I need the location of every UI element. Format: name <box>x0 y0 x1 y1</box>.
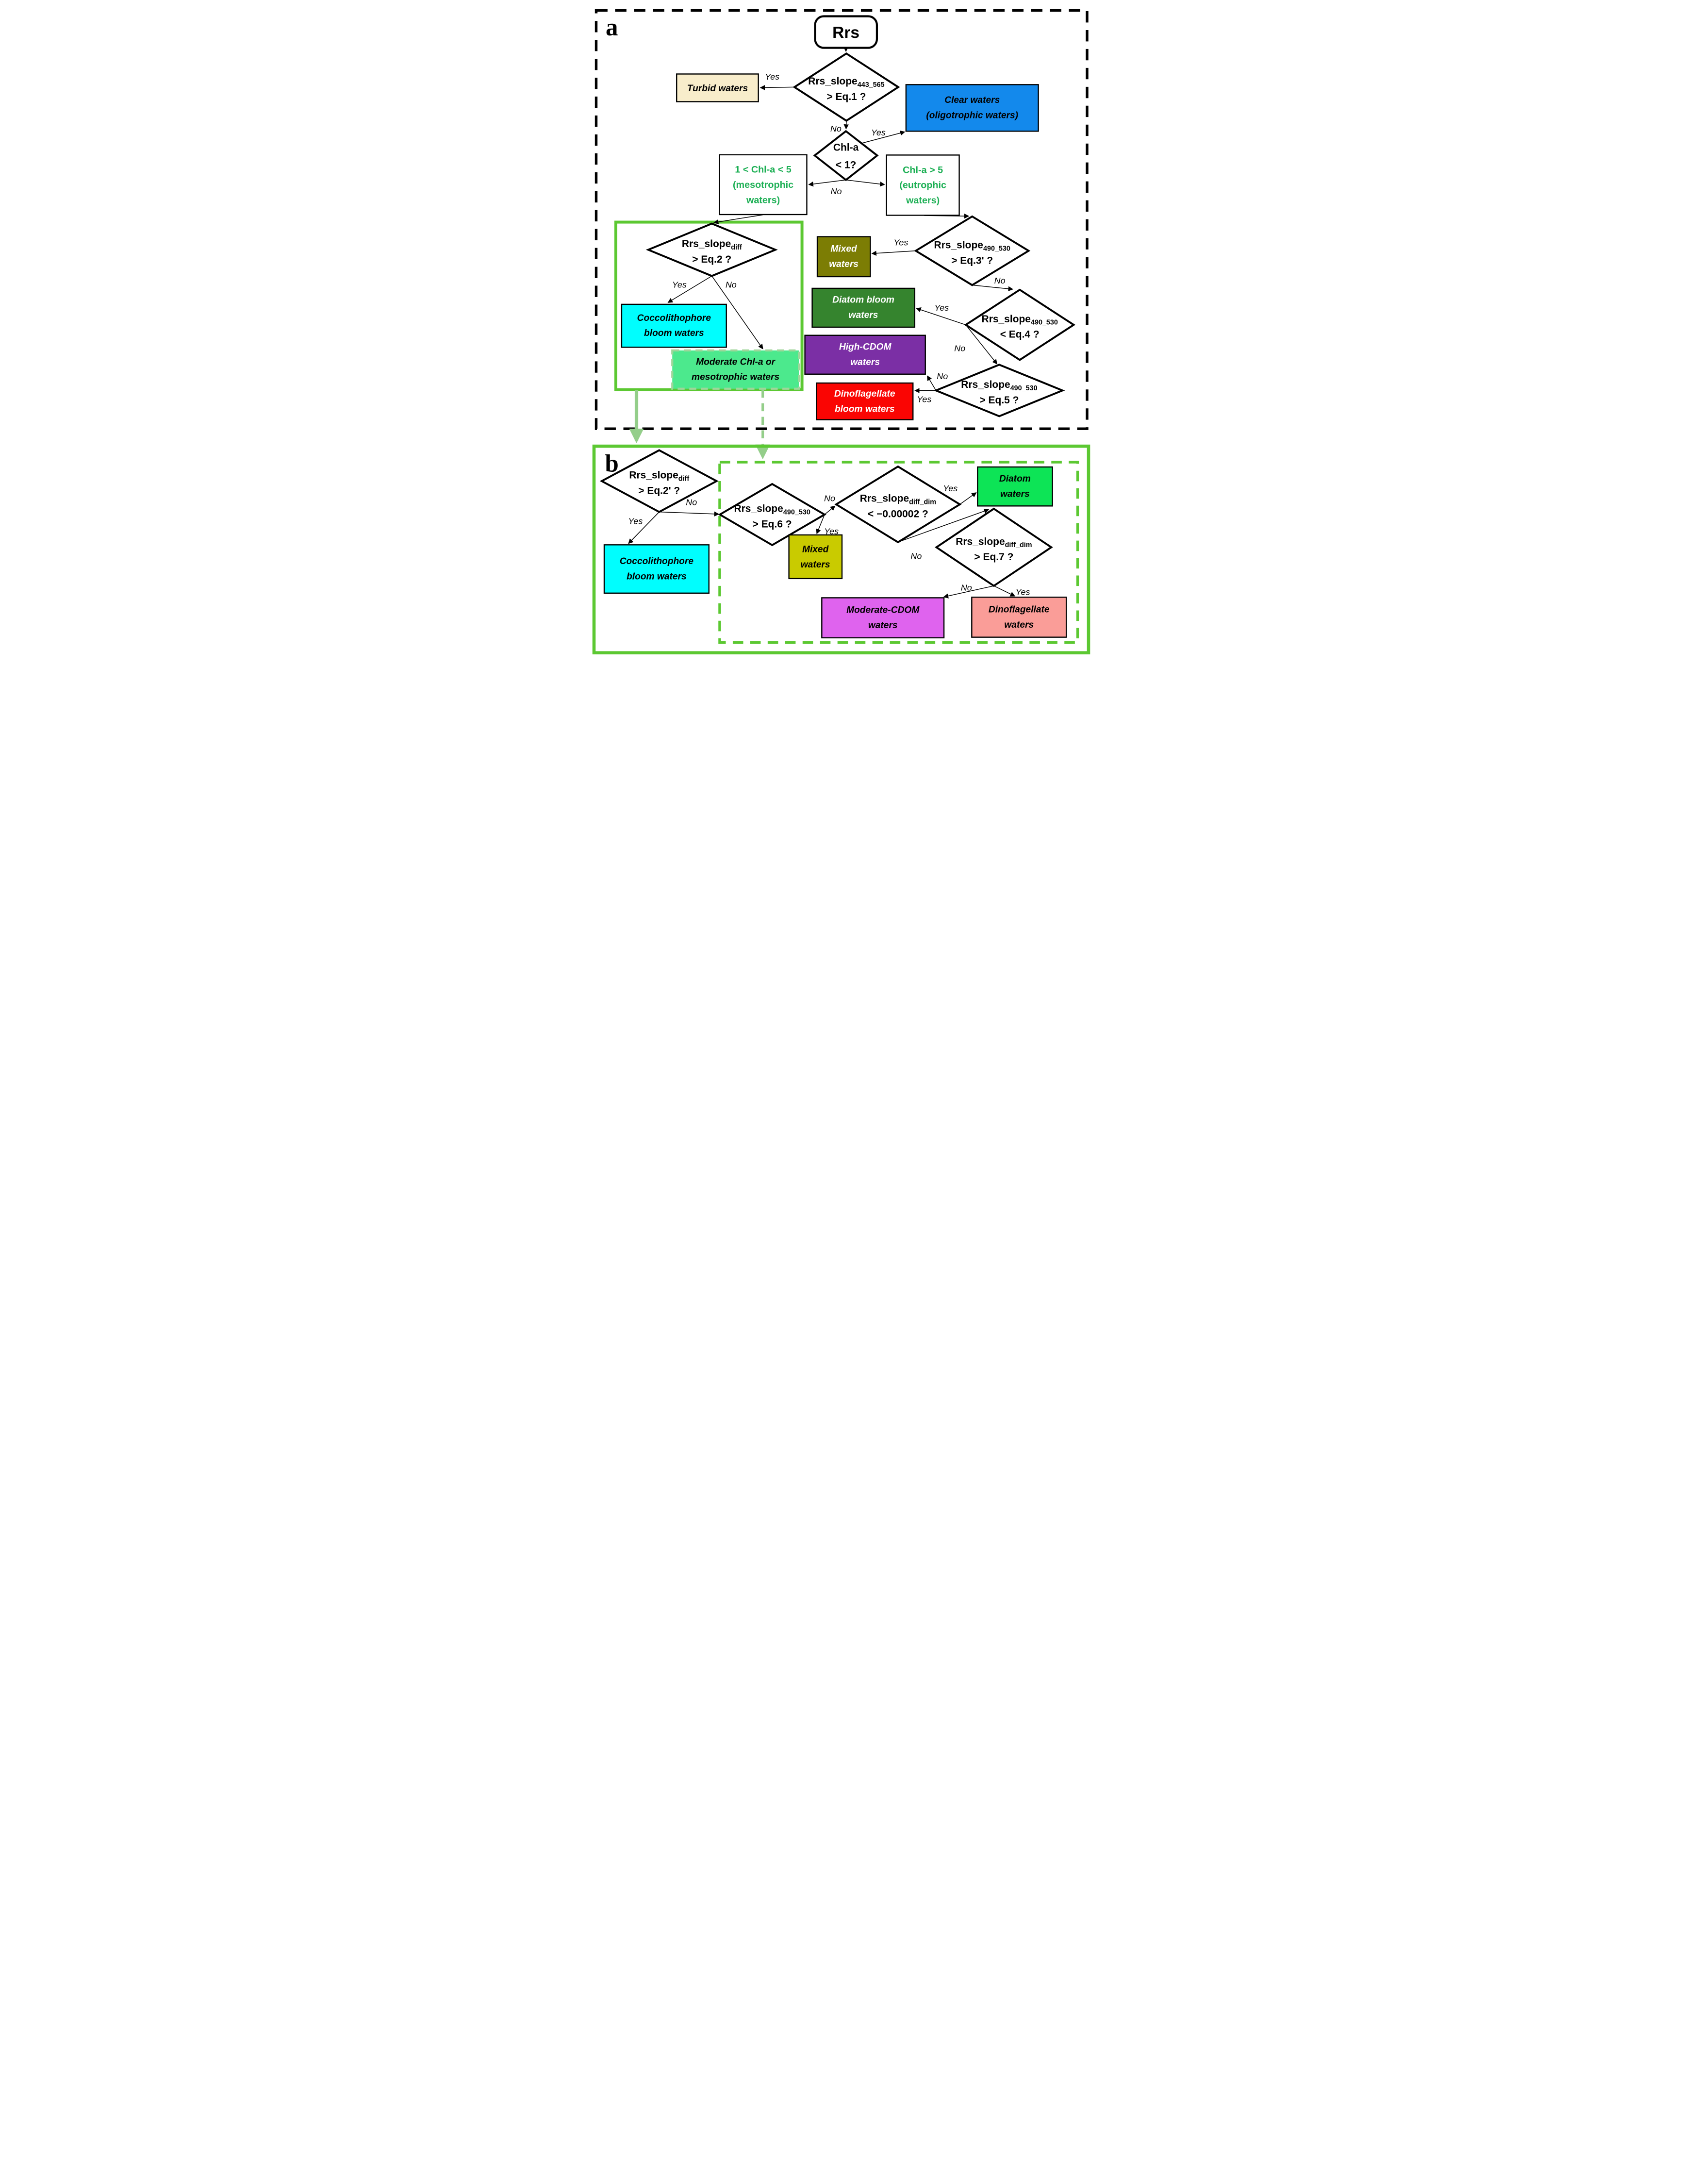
panel-a-label: a <box>605 14 618 41</box>
result-highcdom-line1: High-CDOM <box>839 342 892 352</box>
result-diatom-b <box>977 467 1052 506</box>
label-eq2p-no: No <box>686 497 697 507</box>
label-eq7-no: No <box>960 583 972 593</box>
decision-eq2-line2: > Eq.2 ? <box>692 253 732 265</box>
decision-eq5 <box>936 365 1063 416</box>
water-classification-flowchart <box>590 4 1094 658</box>
result-eutro-line3: waters) <box>906 195 940 206</box>
decision-eq2-line1: Rrs_slope$_{diff}$ <box>681 238 742 251</box>
label-eq1-yes: Yes <box>765 71 780 82</box>
result-moderate-b-line2: waters <box>868 620 898 631</box>
result-cocco-b-line1: Coccolithophore <box>619 556 694 567</box>
label-eq3p-yes: Yes <box>893 237 908 248</box>
result-clear-line2: (oligotrophic waters) <box>926 110 1019 121</box>
result-moderate-a <box>672 350 799 389</box>
decision-dd <box>836 467 960 542</box>
decision-eq4-line2: < Eq.4 ? <box>1000 329 1040 340</box>
label-eq7-yes: Yes <box>1015 587 1030 597</box>
result-diatom-a-line2: waters <box>848 310 878 320</box>
start-label: Rrs <box>832 23 860 42</box>
label-chla-no: No <box>830 186 842 197</box>
result-cocco-b-line2: bloom waters <box>627 571 687 582</box>
result-meso-line3: waters) <box>746 195 780 206</box>
figure-container <box>586 0 1098 662</box>
result-diatom-b-line1: Diatom <box>999 473 1031 484</box>
result-highcdom <box>805 335 925 374</box>
decision-chla-line1: Chl-a <box>833 142 859 153</box>
edge-chla-eutro <box>846 180 884 185</box>
result-cocco-b <box>604 545 709 593</box>
label-eq5-no: No <box>937 371 948 382</box>
result-clear-line1: Clear waters <box>944 95 1000 105</box>
result-moderate-a-line1: Moderate Chl-a or <box>696 357 776 367</box>
decision-eq2p <box>602 450 717 512</box>
label-eq1-no: No <box>830 124 842 134</box>
result-cocco-a <box>622 304 726 347</box>
result-mixed-b-line1: Mixed <box>802 544 829 555</box>
label-eq6-yes: Yes <box>824 526 839 536</box>
label-dd-yes: Yes <box>943 483 958 494</box>
result-dino-b-line2: waters <box>1004 619 1034 630</box>
decision-eq5-line2: > Eq.5 ? <box>979 395 1019 406</box>
edge-eq2p-eq6 <box>659 512 718 514</box>
decision-dd-line2: < −0.00002 ? <box>868 508 928 520</box>
result-clear <box>906 84 1039 131</box>
decision-eq1-line2: > Eq.1 ? <box>826 91 866 102</box>
edge-eq3p-mixed-a <box>872 251 916 254</box>
result-turbid-label: Turbid waters <box>687 83 748 94</box>
decision-eq2 <box>648 224 776 276</box>
label-chla-yes: Yes <box>871 128 886 138</box>
decision-chla-line2: < 1? <box>835 159 857 171</box>
result-cocco-a-line1: Coccolithophore <box>637 313 711 323</box>
label-eq2-no: No <box>725 280 737 290</box>
result-diatom-a-line1: Diatom bloom <box>832 295 894 305</box>
label-eq3p-no: No <box>994 276 1006 286</box>
result-meso-line2: (mesotrophic <box>732 180 794 191</box>
decision-eq3p-line2: > Eq.3' ? <box>951 255 993 267</box>
result-mixed-a-line1: Mixed <box>830 244 857 254</box>
result-moderate-b <box>822 598 944 637</box>
decision-eq2p-line2: > Eq.2' ? <box>638 485 680 497</box>
label-eq2p-yes: Yes <box>628 516 643 526</box>
decision-eq3p <box>916 217 1029 285</box>
label-eq4-yes: Yes <box>934 302 949 313</box>
result-cocco-a-line2: bloom waters <box>644 328 704 339</box>
result-meso-line1: 1 < Chl-a < 5 <box>735 164 792 175</box>
result-mixed-b <box>789 535 842 579</box>
label-eq4-no: No <box>954 343 966 353</box>
result-moderate-a-line2: mesotrophic waters <box>692 372 780 383</box>
decision-eq1-line1: Rrs_slope$_{443\_565}$ <box>808 76 885 89</box>
decision-eq7 <box>937 509 1052 586</box>
result-eutro-line1: Chl-a > 5 <box>903 165 943 176</box>
result-diatom-a <box>812 288 915 327</box>
decision-eq2p-line1: Rrs_slope$_{diff}$ <box>629 469 690 483</box>
decision-eq4-line1: Rrs_slope$_{490\_530}$ <box>981 313 1058 327</box>
edge-chla-meso <box>809 180 846 185</box>
label-eq5-yes: Yes <box>917 394 932 404</box>
decision-dd-line1: Rrs_slope$_{diff\_dim}$ <box>859 493 937 506</box>
edge-dd-diatom-b <box>960 493 976 504</box>
label-eq2-yes: Yes <box>672 280 687 290</box>
decision-eq3p-line1: Rrs_slope$_{490\_530}$ <box>934 239 1010 253</box>
label-dd-no: No <box>910 551 922 561</box>
edge-eq7-dino-b <box>994 586 1015 596</box>
result-dino-b <box>972 597 1066 637</box>
result-dino-b-line1: Dinoflagellate <box>988 604 1050 615</box>
result-moderate-b-line1: Moderate-CDOM <box>846 605 920 616</box>
decision-eq5-line1: Rrs_slope$_{490\_530}$ <box>961 379 1038 393</box>
result-dino-a-line1: Dinoflagellate <box>834 389 895 400</box>
edge-eq6-dd <box>825 506 835 515</box>
result-mixed-b-line2: waters <box>800 559 830 570</box>
result-eutro-line2: (eutrophic <box>899 180 946 191</box>
decision-eq6-line1: Rrs_slope$_{490\_530}$ <box>734 503 810 517</box>
result-mixed-a <box>817 237 870 277</box>
decision-chla <box>815 131 877 180</box>
result-dino-a-line2: bloom waters <box>834 404 895 415</box>
decision-eq7-line1: Rrs_slope$_{diff\_dim}$ <box>956 536 1032 550</box>
result-diatom-b-line2: waters <box>1000 489 1030 500</box>
label-eq6-no: No <box>824 493 836 503</box>
edge-eq3p-eq4 <box>973 285 1013 289</box>
result-mixed-a-line2: waters <box>829 259 859 269</box>
panel-b-label: b <box>605 450 619 478</box>
decision-eq6-line2: > Eq.6 ? <box>752 518 792 530</box>
decision-eq7-line2: > Eq.7 ? <box>974 551 1014 563</box>
edge-eq5-highcdom <box>927 376 936 391</box>
result-highcdom-line2: waters <box>850 357 880 368</box>
